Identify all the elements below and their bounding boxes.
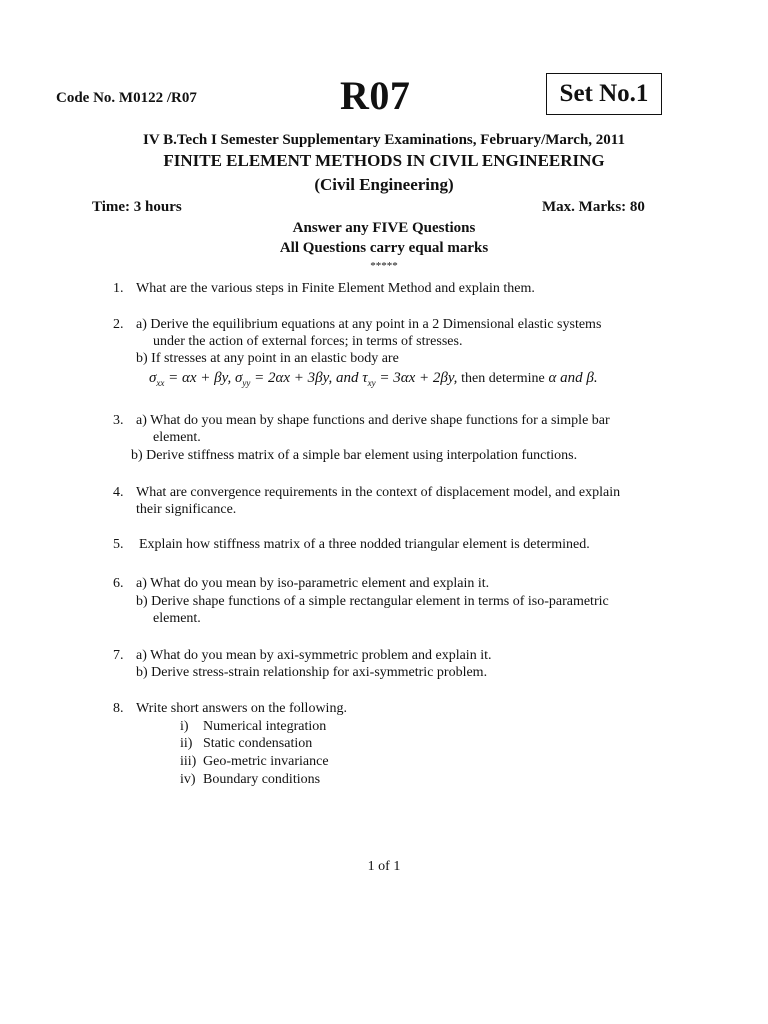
question-text-line-1: What are convergence requirements in the context of displacement model, and explain <box>136 485 621 500</box>
list-item: Geo-metric invariance <box>203 754 329 769</box>
question-text-line-2: their significance. <box>136 502 237 517</box>
exam-title: IV B.Tech I Semester Supplementary Examinations, February/March, 2011 <box>143 132 625 148</box>
regulation-code: R07 <box>340 73 411 118</box>
department: (Civil Engineering) <box>314 175 454 194</box>
part-a-line-2: element. <box>153 430 201 445</box>
question-number: 2. <box>113 317 124 332</box>
part-a-line-2: under the action of external forces; in terms of stresses. <box>153 334 463 349</box>
list-item: Numerical integration <box>203 719 327 734</box>
question-number: 1. <box>113 281 124 296</box>
question-number: 3. <box>113 413 124 428</box>
list-item-number: iv) <box>180 772 196 787</box>
page-number: 1 of 1 <box>367 859 401 874</box>
part-b-line-1: b) Derive shape functions of a simple rectangular element in terms of iso-parametric <box>136 594 609 609</box>
max-marks: Max. Marks: 80 <box>542 199 645 215</box>
question-text: Write short answers on the following. <box>136 701 347 716</box>
part-b-line-1: b) If stresses at any point in an elastic body are <box>136 351 399 366</box>
list-item-number: iii) <box>180 754 197 769</box>
part-b-line-2: element. <box>153 611 201 626</box>
instruction-equal-marks: All Questions carry equal marks <box>279 240 489 256</box>
math-tail-text: then determine <box>461 371 545 386</box>
part-a-line-1: a) Derive the equilibrium equations at any point in a 2 Dimensional elastic systems <box>136 317 602 332</box>
question-text: Explain how stiffness matrix of a three nodded triangular element is determined. <box>139 537 590 552</box>
time-allowed: Time: 3 hours <box>92 199 182 215</box>
part-a-line-1: a) What do you mean by axi-symmetric problem and explain it. <box>136 648 492 663</box>
question-number: 6. <box>113 576 124 591</box>
set-number-box: Set No.1 <box>546 73 662 115</box>
list-item-number: ii) <box>180 736 193 751</box>
question-text: What are the various steps in Finite Element Method and explain them. <box>136 281 535 296</box>
part-b-line-1: b) Derive stiffness matrix of a simple bar element using interpolation functions. <box>131 448 578 463</box>
instruction-answer-five: Answer any FIVE Questions <box>292 220 476 236</box>
list-item: Static condensation <box>203 736 313 751</box>
list-item-number: i) <box>180 719 189 734</box>
separator-stars: ***** <box>370 260 398 272</box>
part-a-line-1: a) What do you mean by iso-parametric element and explain it. <box>136 576 490 591</box>
part-b-line-1: b) Derive stress-strain relationship for axi-symmetric problem. <box>136 665 488 680</box>
question-number: 5. <box>113 537 124 552</box>
question-number: 4. <box>113 485 124 500</box>
code-number: Code No. M0122 /R07 <box>56 90 197 106</box>
part-a-line-1: a) What do you mean by shape functions and derive shape functions for a simple bar <box>136 413 610 428</box>
subject-title: FINITE ELEMENT METHODS IN CIVIL ENGINEERING <box>163 151 605 170</box>
question-number: 7. <box>113 648 124 663</box>
list-item: Boundary conditions <box>203 772 321 787</box>
stress-equations: $\sigma_{xx} = \alpha x + \beta y$, $\sigma_{yy} = 2\alpha x + 3\beta y$, and $\tau_{xy} = 3\alpha x + 2\beta y$, then determine α and β. <box>149 370 598 388</box>
question-number: 8. <box>113 701 124 716</box>
